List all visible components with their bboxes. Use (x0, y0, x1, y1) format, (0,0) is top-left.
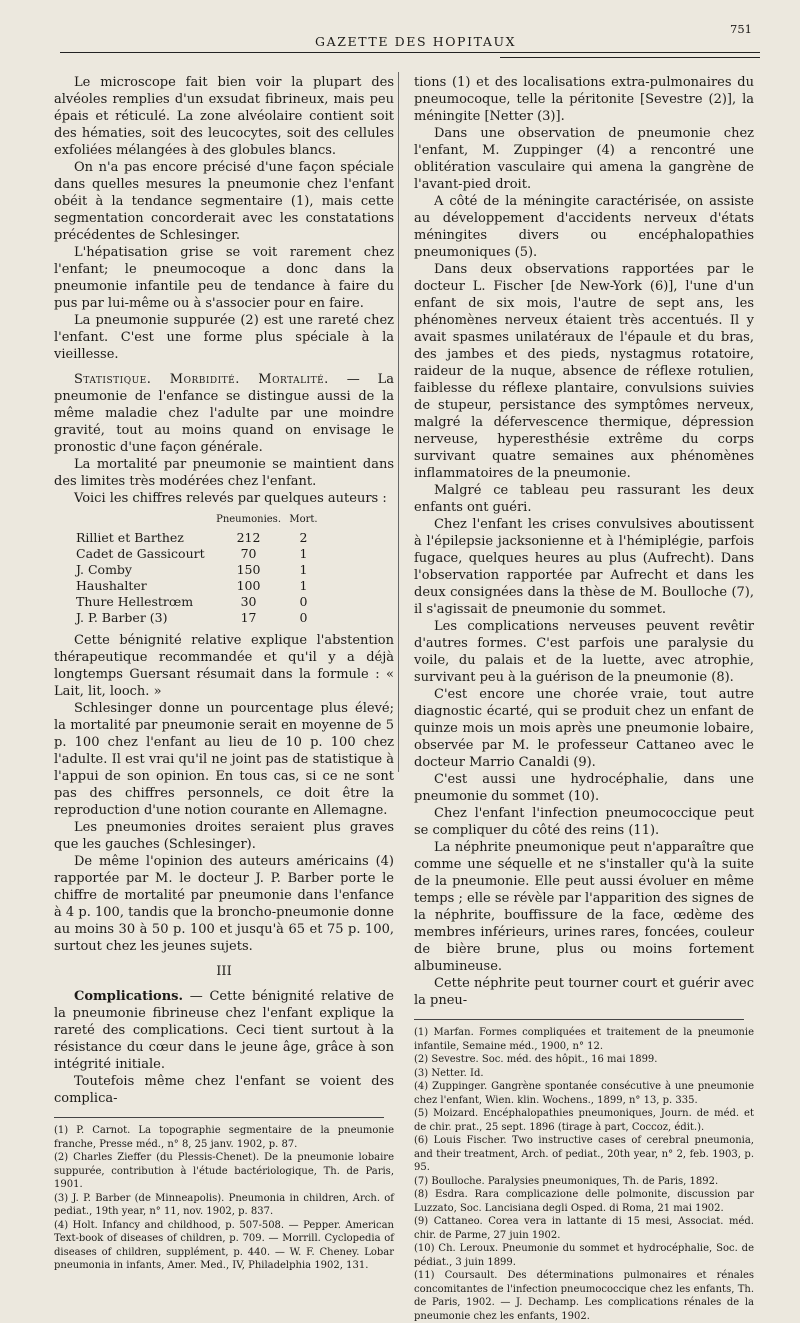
paragraph: Toutefois même chez l'enfant se voient des complica- (54, 1074, 394, 1106)
paragraph: On n'a pas encore précisé d'une façon spéciale dans quelles mesures la pneumonie chez l'enfant obéit à la tendance segmentaire (1), mais cette segmentation concorderait avec les constatations précédentes de Schlesinger. (54, 160, 394, 243)
footnote: (4) Zuppinger. Gangrène spontanée consécutive à une pneumonie chez l'enfant, Wien. klin. Wochens., 1899, n° 13, p. 335. (414, 1081, 754, 1106)
footnote: (1) Marfan. Formes compliquées et traitement de la pneumonie infantile, Semaine méd., 1900, n° 12. (414, 1027, 754, 1052)
paragraph: Chez l'enfant l'infection pneumococcique peut se compliquer du côté des reins (11). (414, 806, 754, 838)
paragraph: La mortalité par pneumonie se maintient dans des limites très modérées chez l'enfant. (54, 457, 394, 489)
left-column (54, 74, 394, 1273)
table-row: Thure Hellestrœm 30 0 (76, 594, 308, 609)
header-rule (60, 52, 760, 53)
running-title: GAZETTE DES HOPITAUX (315, 34, 517, 49)
mortality-table (76, 511, 326, 626)
paragraph: Dans une observation de pneumonie chez l'enfant, M. Zuppinger (4) a rencontré une oblitération vasculaire qui amena la gangrène de l'avant-pied droit. (414, 126, 754, 192)
section-number: III (216, 964, 232, 979)
paragraph: Cette bénignité relative explique l'abstention thérapeutique recommandée et qu'il y a déjà longtemps Guersant résumait dans la formule : « Lait, lit, looch. » (54, 633, 394, 699)
paragraph: Statistique. Morbidité. Mortalité. — La pneumonie de l'enfance se distingue aussi de la même maladie chez l'adulte par une moindre gravité, tout au moins quand on envisage le pronostic d'une façon générale. (54, 372, 394, 455)
right-column (414, 74, 754, 1323)
footnote: (5) Moizard. Encéphalopathies pneumoniques, Journ. de méd. et de chir. prat., 25 sept. 1896 (tirage à part, Coccoz, édit.). (414, 1108, 754, 1133)
paragraph: C'est encore une chorée vraie, tout autre diagnostic écarté, qui se produit chez un enfant de quinze mois un mois après une pneumonie lobaire, observée par M. le professeur Cattaneo avec le docteur Marrio Canaldi (9). (414, 687, 754, 770)
section-heading: Complications. (74, 989, 183, 1004)
paragraph: Complications. — Cette bénignité relative de la pneumonie fibrineuse chez l'enfant explique la rareté des complications. Ceci tient surtout à la résistance du cœur dans le jeune âge, grâce à son intégrité initiale. (54, 989, 394, 1072)
table-row: Cadet de Gassicourt 70 1 (76, 546, 308, 561)
paragraph: tions (1) et des localisations extra-pulmonaires du pneumocoque, telle la péritonite [Sevestre (2)], la méningite [Netter (3)]. (414, 75, 754, 124)
paragraph: La néphrite pneumonique peut n'apparaître que comme une séquelle et ne s'installer qu'à la suite de la pneumonie. Elle peut aussi évoluer en même temps ; elle se révèle par l'apparition des signes de la néphrite, bouffissure de la face, œdème des membres inférieurs, urines rares, foncées, couleur de bière brune, plus ou moins fortement albumineuse. (414, 840, 754, 974)
footnote: (8) Esdra. Rara complicazione delle polmonite, discussion par Luzzato, Soc. Lancisiana degli Osped. di Roma, 21 mai 1902. (414, 1189, 754, 1214)
footnote: (7) Boulloche. Paralysies pneumoniques, Th. de Paris, 1892. (414, 1175, 719, 1187)
table-row: Rilliet et Barthez 212 2 (76, 530, 308, 545)
footnote: (3) Netter. Id. (414, 1067, 484, 1079)
column-header: Mort. (289, 514, 318, 525)
footnote: (2) Sevestre. Soc. méd. des hôpit., 16 mai 1899. (414, 1054, 658, 1065)
column-divider (398, 72, 399, 772)
page-number: 751 (730, 22, 752, 36)
paragraph: Schlesinger donne un pourcentage plus élevé; la mortalité par pneumonie serait en moyenne de 5 p. 100 chez l'enfant au lieu de 10 p. 100 chez l'adulte. Il est vrai qu'il ne joint pas de statistique à l'appui de son opinion. En tous cas, si ce ne sont pas des chiffres personnels, ce doit être la reproduction d'une notion courante en Allemagne. (54, 701, 394, 818)
section-heading: Statistique. Morbidité. Mortalité. (74, 372, 329, 387)
paragraph: Voici les chiffres relevés par quelques auteurs : (74, 491, 387, 506)
paragraph: Les pneumonies droites seraient plus graves que les gauches (Schlesinger). (54, 820, 394, 852)
footnote: (4) Holt. Infancy and childhood, p. 507-508. — Pepper. American Text-book of diseases of children, p. 709. — Morrill. Cyclopedia of diseases of children, supplément, p. 440. — W. F. Cheney. Lobar pneumonia in infants, Amer. Med., IV, Philadelphia 1902, 131. (54, 1219, 394, 1271)
paragraph: L'hépatisation grise se voit rarement chez l'enfant; le pneumocoque a donc dans la pneumonie infantile peu de tendance à faire du pus par lui-même ou à s'associer pour en faire. (54, 245, 394, 311)
paragraph: C'est aussi une hydrocéphalie, dans une pneumonie du sommet (10). (414, 772, 754, 804)
paragraph: Le microscope fait bien voir la plupart des alvéoles remplies d'un exsudat fibrineux, mais peu épais et réticulé. La zone alvéolaire contient soit des hématies, soit des leucocytes, soit des cellules exfoliées mélangées à des globules blancs. (54, 75, 394, 158)
paragraph: Cette néphrite peut tourner court et guérir avec la pneu- (414, 976, 754, 1008)
footnote: (10) Ch. Leroux. Pneumonie du sommet et hydrocéphalie, Soc. de pédiat., 3 juin 1899. (414, 1243, 754, 1268)
paragraph: La pneumonie suppurée (2) est une rareté chez l'enfant. C'est une forme plus spéciale à la vieillesse. (54, 313, 394, 362)
footnote: (1) P. Carnot. La topographie segmentaire de la pneumonie franche, Presse méd., n° 8, 25 janv. 1902, p. 87. (54, 1125, 394, 1150)
footnote: (6) Louis Fischer. Two instructive cases of cerebral pneumonia, and their treatment, Arch. of pediat., 20th year, n° 2, feb. 1903, p. 95. (414, 1135, 754, 1173)
page-header (60, 22, 760, 60)
paragraph: A côté de la méningite caractérisée, on assiste au développement d'accidents nerveux d'états méningites divers ou encéphalopathies pneumoniques (5). (414, 194, 754, 260)
paragraph: Chez l'enfant les crises convulsives aboutissent à l'épilepsie jacksonienne et à l'hémiplégie, parfois fugace, quelques heures au plus (Aufrecht). Dans l'observation rapportée par Aufrecht et dans les deux consignées dans la thèse de M. Boulloche (7), il s'agissait de pneumonie du sommet. (414, 517, 754, 617)
footnote-rule (414, 1019, 744, 1020)
table-row: Haushalter 100 1 (76, 578, 308, 593)
header-rule-short (500, 57, 760, 58)
footnote: (9) Cattaneo. Corea vera in lattante di 15 mesi, Associat. méd. chir. de Parme, 27 juin 1902. (414, 1216, 754, 1241)
column-header: Pneumonies. (216, 514, 281, 525)
paragraph: Les complications nerveuses peuvent revêtir d'autres formes. C'est parfois une paralysie du voile, du palais et de la luette, avec atrophie, survivant peu à la guérison de la pneumonie (8). (414, 619, 754, 685)
paragraph: Malgré ce tableau peu rassurant les deux enfants ont guéri. (414, 483, 754, 515)
paragraph: De même l'opinion des auteurs américains (4) rapportée par M. le docteur J. P. Barber porte le chiffre de mortalité par pneumonie dans l'enfance à 4 p. 100, tandis que la broncho-pneumonie donne au moins 30 à 50 p. 100 et jusqu'à 65 et 75 p. 100, surtout chez les jeunes sujets. (54, 854, 394, 954)
footnote: (3) J. P. Barber (de Minneapolis). Pneumonia in children, Arch. of pediat., 19th year, n° 11, nov. 1902, p. 837. (54, 1192, 394, 1217)
footnote-rule (54, 1117, 384, 1118)
footnote: (2) Charles Zieffer (du Plessis-Chenet). De la pneumonie lobaire suppurée, contribution à l'étude bactériologique, Th. de Paris, 1901. (54, 1152, 394, 1190)
footnote: (11) Coursault. Des déterminations pulmonaires et rénales concomitantes de l'infection pneumococcique chez les enfants, Th. de Paris, 1902. — J. Dechamp. Les complications rénales de la pneumonie chez les enfants, 1902. (414, 1270, 754, 1322)
table-row: J. P. Barber (3) 17 0 (76, 610, 308, 625)
paragraph: Dans deux observations rapportées par le docteur L. Fischer [de New-York (6)], l'une d'un enfant de six mois, l'autre de sept ans, les phénomènes nerveux étaient très accentués. Il y avait spasmes unilatéraux de l'épaule et du bras, des jambes et des pieds, nystagmus rotatoire, raideur de la nuque, absence de réflexe rotulien, faiblesse du réflexe plantaire, convulsions suivies de stupeur, persistance des symptômes nerveux, malgré la défervescence thermique, dépression nerveuse, hyperesthésie extrême du corps survivant quatre semaines aux phénomènes inflammatoires de la pneumonie. (414, 262, 754, 481)
table-row: J. Comby 150 1 (76, 562, 308, 577)
